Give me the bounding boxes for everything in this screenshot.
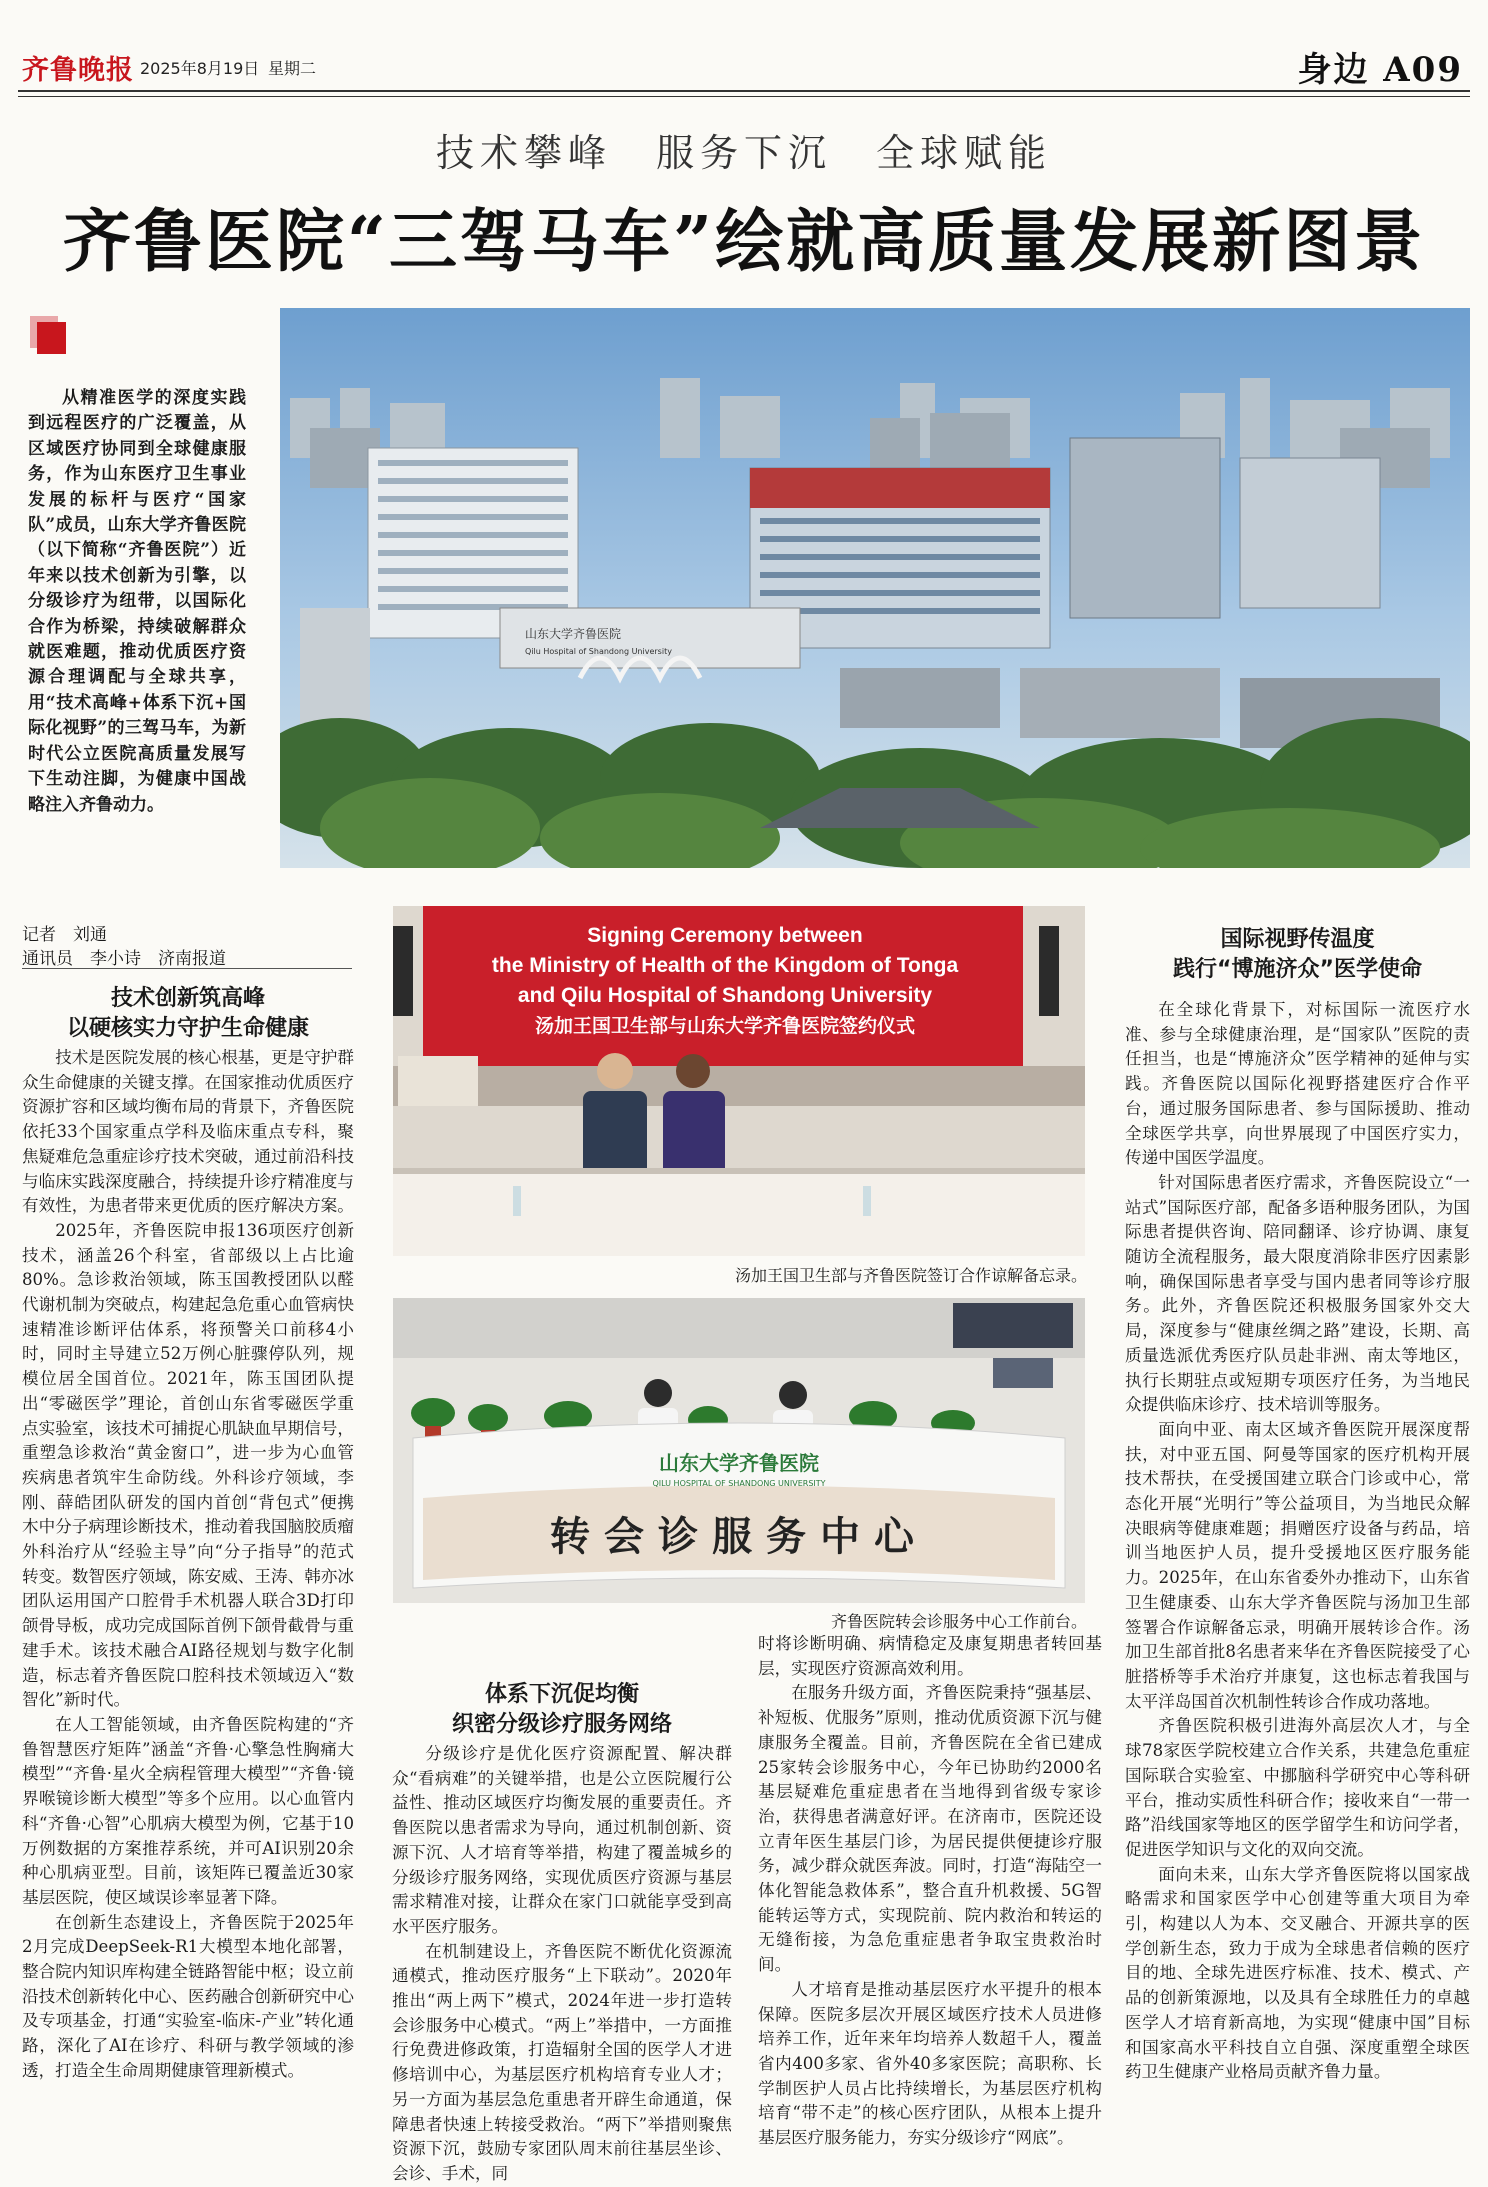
section3-paragraph: 针对国际患者医疗需求，齐鲁医院设立“一站式”国际医疗部，配备多语种服务团队，为国际患者提供咨询、陪同翻译、诊疗协调、康复随访全流程服务，最大限度消除非医疗因素影响，确保国际患者享受与国内患者同等诊疗服务。此外，齐鲁医院还积极服务国家外交大局，深度参与“健康丝绸之路”建设，长期、高质量选派优秀医疗队员赴非洲、南太等地区，执行长期驻点或短期专项医疗任务，为当地民众提供临床诊疗、技术培训等服务。 (1125, 1172, 1470, 1415)
lead-paragraph (28, 386, 246, 818)
banner-line2: the Ministry of Health of the Kingdom of Tonga (491, 954, 959, 977)
section1-body (22, 1046, 354, 2084)
lead-text: 从精准医学的深度实践到远程医疗的广泛覆盖，从区域医疗协同到全球健康服务，作为山东医疗卫生事业发展的标杆与医疗“国家队”成员，山东大学齐鲁医院（以下简称“齐鲁医院”）近年来以技术创新为引擎，以分级诊疗为纽带，以国际化合作为桥梁，持续破解群众就医难题，推动优质医疗资源合理调配与全球共享，用“技术高峰+体系下沉+国际化视野”的三驾马车，为新时代公立医院高质量发展写下生动注脚，为健康中国战略注入齐鲁动力。 (28, 388, 246, 815)
section3-title (1125, 925, 1470, 985)
header-rule (18, 90, 1470, 97)
section1-title-line2: 以硬核实力守护生命健康 (66, 1016, 309, 1041)
section2-title-line2: 织密分级诊疗服务网络 (451, 1712, 672, 1737)
byline-rule (22, 968, 352, 969)
hospital-logo-text: 山东大学齐鲁医院 (659, 1451, 819, 1475)
headline-subtitle: 技术攀峰 服务下沉 全球赋能 (435, 131, 1052, 175)
section3-paragraph: 在全球化背景下，对标国际一流医疗水准、参与全球健康治理，是“国家队”医院的责任担当，也是“博施济众”医学精神的延伸与实践。齐鲁医院以国际化视野搭建医疗合作平台，通过服务国际患者、参与国际援助、推动全球医学共享，向世界展现了中国医疗实力，传递中国医学温度。 (1125, 1000, 1470, 1168)
section2-paragraph: 人才培育是推动基层医疗水平提升的根本保障。医院多层次开展区域医疗技术人员进修培养工作，近年来年均培养人数超千人，覆盖省内400多家、省外40多家医院；高职称、长学制医护人员占比持续增长，为基层医疗机构培育“带不走”的核心医疗团队，从根本上提升基层医疗服务能力，夯实分级诊疗“网底”。 (758, 1979, 1102, 2148)
section3-paragraph: 面向未来，山东大学齐鲁医院将以国家战略需求和国家医学中心创建等重大项目为牵引，构建以人为本、交叉融合、开源共享的医学创新生态，致力于成为全球患者信赖的医疗目的地、全球先进医疗标准、技术、模式、产品的创新策源地，以及具有全球胜任力的卓越医学人才培育新高地，为实现“健康中国”目标和国家高水平科技自立自强、深度重塑全球医药卫生健康产业格局贡献齐鲁力量。 (1125, 1864, 1470, 2082)
section3-paragraph: 齐鲁医院积极引进海外高层次人才，与全球78家医学院校建立合作关系，共建急危重症国际联合实验室、中挪脑科学研究中心等科研平台，推动实质性科研合作；接收来自“一带一路”沿线国家等地区的医学留学生和访问学者，促进医学知识与文化的双向交流。 (1125, 1716, 1470, 1859)
lead-marker-icon (30, 316, 66, 354)
photo2-caption: 齐鲁医院转会诊服务中心工作前台。 (830, 1612, 1087, 1631)
section1-title (22, 984, 354, 1044)
section2-paragraph: 在机制建设上，齐鲁医院不断优化资源流通模式，推动医疗服务“上下联动”。2020年推出“两上两下”模式，2024年进一步打造转会诊服务中心模式。“两上”举措中，一方面推行免费进修政策，打造辐射全国的医学人才进修培训中心，为基层医疗机构培育专业人才；另一方面为基层急危重患者开辟生命通道，保障患者快速上转接受救治。“两下”举措则聚焦资源下沉，鼓励专家团队周末前往基层坐诊、会诊、手术，同 (392, 1941, 732, 2183)
section2-paragraph: 在服务升级方面，齐鲁医院秉持“强基层、补短板、优服务”原则，推动优质资源下沉与健康服务全覆盖。目前，齐鲁医院在全省已建成25家转会诊服务中心，今年已协助约2000名基层疑难危重症患者在当地得到省级专家诊治，获得患者满意好评。在济南市，医院还设立青年医生基层门诊，为居民提供便捷诊疗服务，减少群众就医奔波。同时，打造“海陆空一体化智能急救体系”，整合直升机救援、5G智能转运等方式，实现院前、院内救治和转运的无缝衔接，为急危重症患者争取宝贵救治时间。 (758, 1683, 1102, 1975)
section2-paragraph: 分级诊疗是优化医疗资源配置、解决群众“看病难”的关键举措，也是公立医院履行公益性、推动区域医疗均衡发展的重要责任。齐鲁医院以患者需求为导向，通过机制创新、资源下沉、人才培育等举措，构建了覆盖城乡的分级诊疗服务网络，实现优质医疗资源与基层需求精准对接，让群众在家门口就能享受到高水平医疗服务。 (392, 1744, 732, 1936)
page-label: 身边 A09 (1297, 50, 1463, 90)
newspaper-logo: 齐鲁晚报 (22, 55, 134, 86)
photo1-caption: 汤加王国卫生部与齐鲁医院签订合作谅解备忘录。 (734, 1266, 1087, 1285)
section1-paragraph: 2025年，齐鲁医院申报136项医疗创新技术，涵盖26个科室，省部级以上占比逾80%。急诊救治领域，陈玉国教授团队以醛代谢机制为突破点，构建起急危重心血管病快速精准诊断评估体系，将预警关口前移4小时，同时主导建立52万例心脏骤停队列，规模位居全国首位。2021年，陈玉国团队提出“零磁医学”理论，首创山东省零磁医学重点实验室，该技术可捕捉心肌缺血早期信号，重塑急诊救治“黄金窗口”，进一步为心血管疾病患者筑牢生命防线。外科诊疗领域，李刚、薛皓团队研发的国内首创“背包式”便携木中分子病理诊断技术，推动着我国脑胶质瘤外科治疗从“经验主导”向“分子指导”的范式转变。数智医疗领域，陈安威、王涛、韩亦冰团队运用国产口腔骨手术机器人联合3D打印颌骨导板，成功完成国际首例下颌骨截骨与重建手术。该技术融合AI路径规划与数字化制造，标志着齐鲁医院口腔科技术领域迈入“数智化”新时代。 (22, 1220, 354, 1710)
building-sign-en: Qilu Hospital of Shandong University (525, 647, 672, 656)
issue-weekday: 星期二 (268, 59, 317, 78)
hospital-logo-en: QILU HOSPITAL OF SHANDONG UNIVERSITY (652, 1479, 826, 1488)
signing-ceremony-photo (393, 906, 1085, 1256)
banner-zh: 汤加王国卫生部与山东大学齐鲁医院签约仪式 (534, 1015, 916, 1037)
service-center-photo (393, 1298, 1085, 1603)
section3-title-line1: 国际视野传温度 (1220, 927, 1375, 952)
section3-paragraph: 面向中亚、南太区域齐鲁医院开展深度帮扶，对中亚五国、阿曼等国家的医疗机构开展技术帮扶，在受援国建立联合门诊或中心，常态化开展“光明行”等公益项目，为当地民众解决眼病等健康难题；捐赠医疗设备与药品，培训当地医护人员，提升受援地区医疗服务能力。2025年，在山东省委外办推动下，山东省卫生健康委、山东大学齐鲁医院与汤加卫生部签署合作谅解备忘录，明确开展转诊合作。汤加卫生部首批8名患者来华在齐鲁医院接受了心脏搭桥等手术治疗并康复，这也标志着我国与太平洋岛国首次机制性转诊合作成功落地。 (1125, 1419, 1470, 1711)
banner-line3: and Qilu Hospital of Shandong University (517, 984, 933, 1007)
section3-body (1125, 998, 1470, 2085)
headline-title: 齐鲁医院“三驾马车”绘就高质量发展新图景 (62, 202, 1426, 282)
section2-continuation: 时将诊断明确、病情稳定及康复期患者转回基层，实现医疗资源高效利用。 (758, 1634, 1102, 1678)
section1-title-line1: 技术创新筑高峰 (110, 986, 265, 1011)
building-sign: 山东大学齐鲁医院 (525, 627, 622, 641)
issue-date: 2025年8月19日 (140, 59, 260, 78)
desk-sign: 转会诊服务中心 (550, 1514, 928, 1560)
hospital-aerial-photo (280, 308, 1470, 868)
section1-paragraph: 技术是医院发展的核心根基，更是守护群众生命健康的关键支撑。在国家推动优质医疗资源扩容和区域均衡布局的背景下，齐鲁医院依托33个国家重点学科及临床重点专科，聚焦疑难危急重症诊疗技术突破，通过前沿科技与临床实践深度融合，持续提升诊疗精准度与有效性，为患者带来更优质的医疗解决方案。 (22, 1048, 354, 1216)
section1-paragraph: 在创新生态建设上，齐鲁医院于2025年2月完成DeepSeek-R1大模型本地化部署，整合院内知识库构建全链路智能中枢；设立前沿技术创新转化中心、医药融合创新研究中心及专项基金，打通“实验室-临床-产业”转化通路，深化了AI在诊疗、科研与教学领域的渗透，打造全生命周期健康管理新模式。 (22, 1912, 354, 2080)
byline-reporter: 记者 刘通 (22, 925, 107, 945)
section2-body-a (392, 1742, 732, 2187)
section2-title (392, 1680, 732, 1740)
section3-title-line2: 践行“博施济众”医学使命 (1173, 957, 1422, 982)
banner-line1: Signing Ceremony between (587, 924, 863, 947)
section2-body-b (758, 1632, 1102, 2151)
byline-correspondent: 通讯员 李小诗 济南报道 (22, 949, 226, 969)
section2-title-line1: 体系下沉促均衡 (484, 1682, 639, 1707)
section1-paragraph: 在人工智能领域，由齐鲁医院构建的“齐鲁智慧医疗矩阵”涵盖“齐鲁·心擎急性胸痛大模型”“齐鲁·星火全病程管理大模型”“齐鲁·镜界喉镜诊断大模型”等多个应用。以心血管内科“齐鲁·心智”心肌病大模型为例，它基于10万例数据的方案推荐系统，并可AI识别20余种心肌病亚型。目前，该矩阵已覆盖近30家基层医院，使区域误诊率显著下降。 (22, 1714, 354, 1907)
